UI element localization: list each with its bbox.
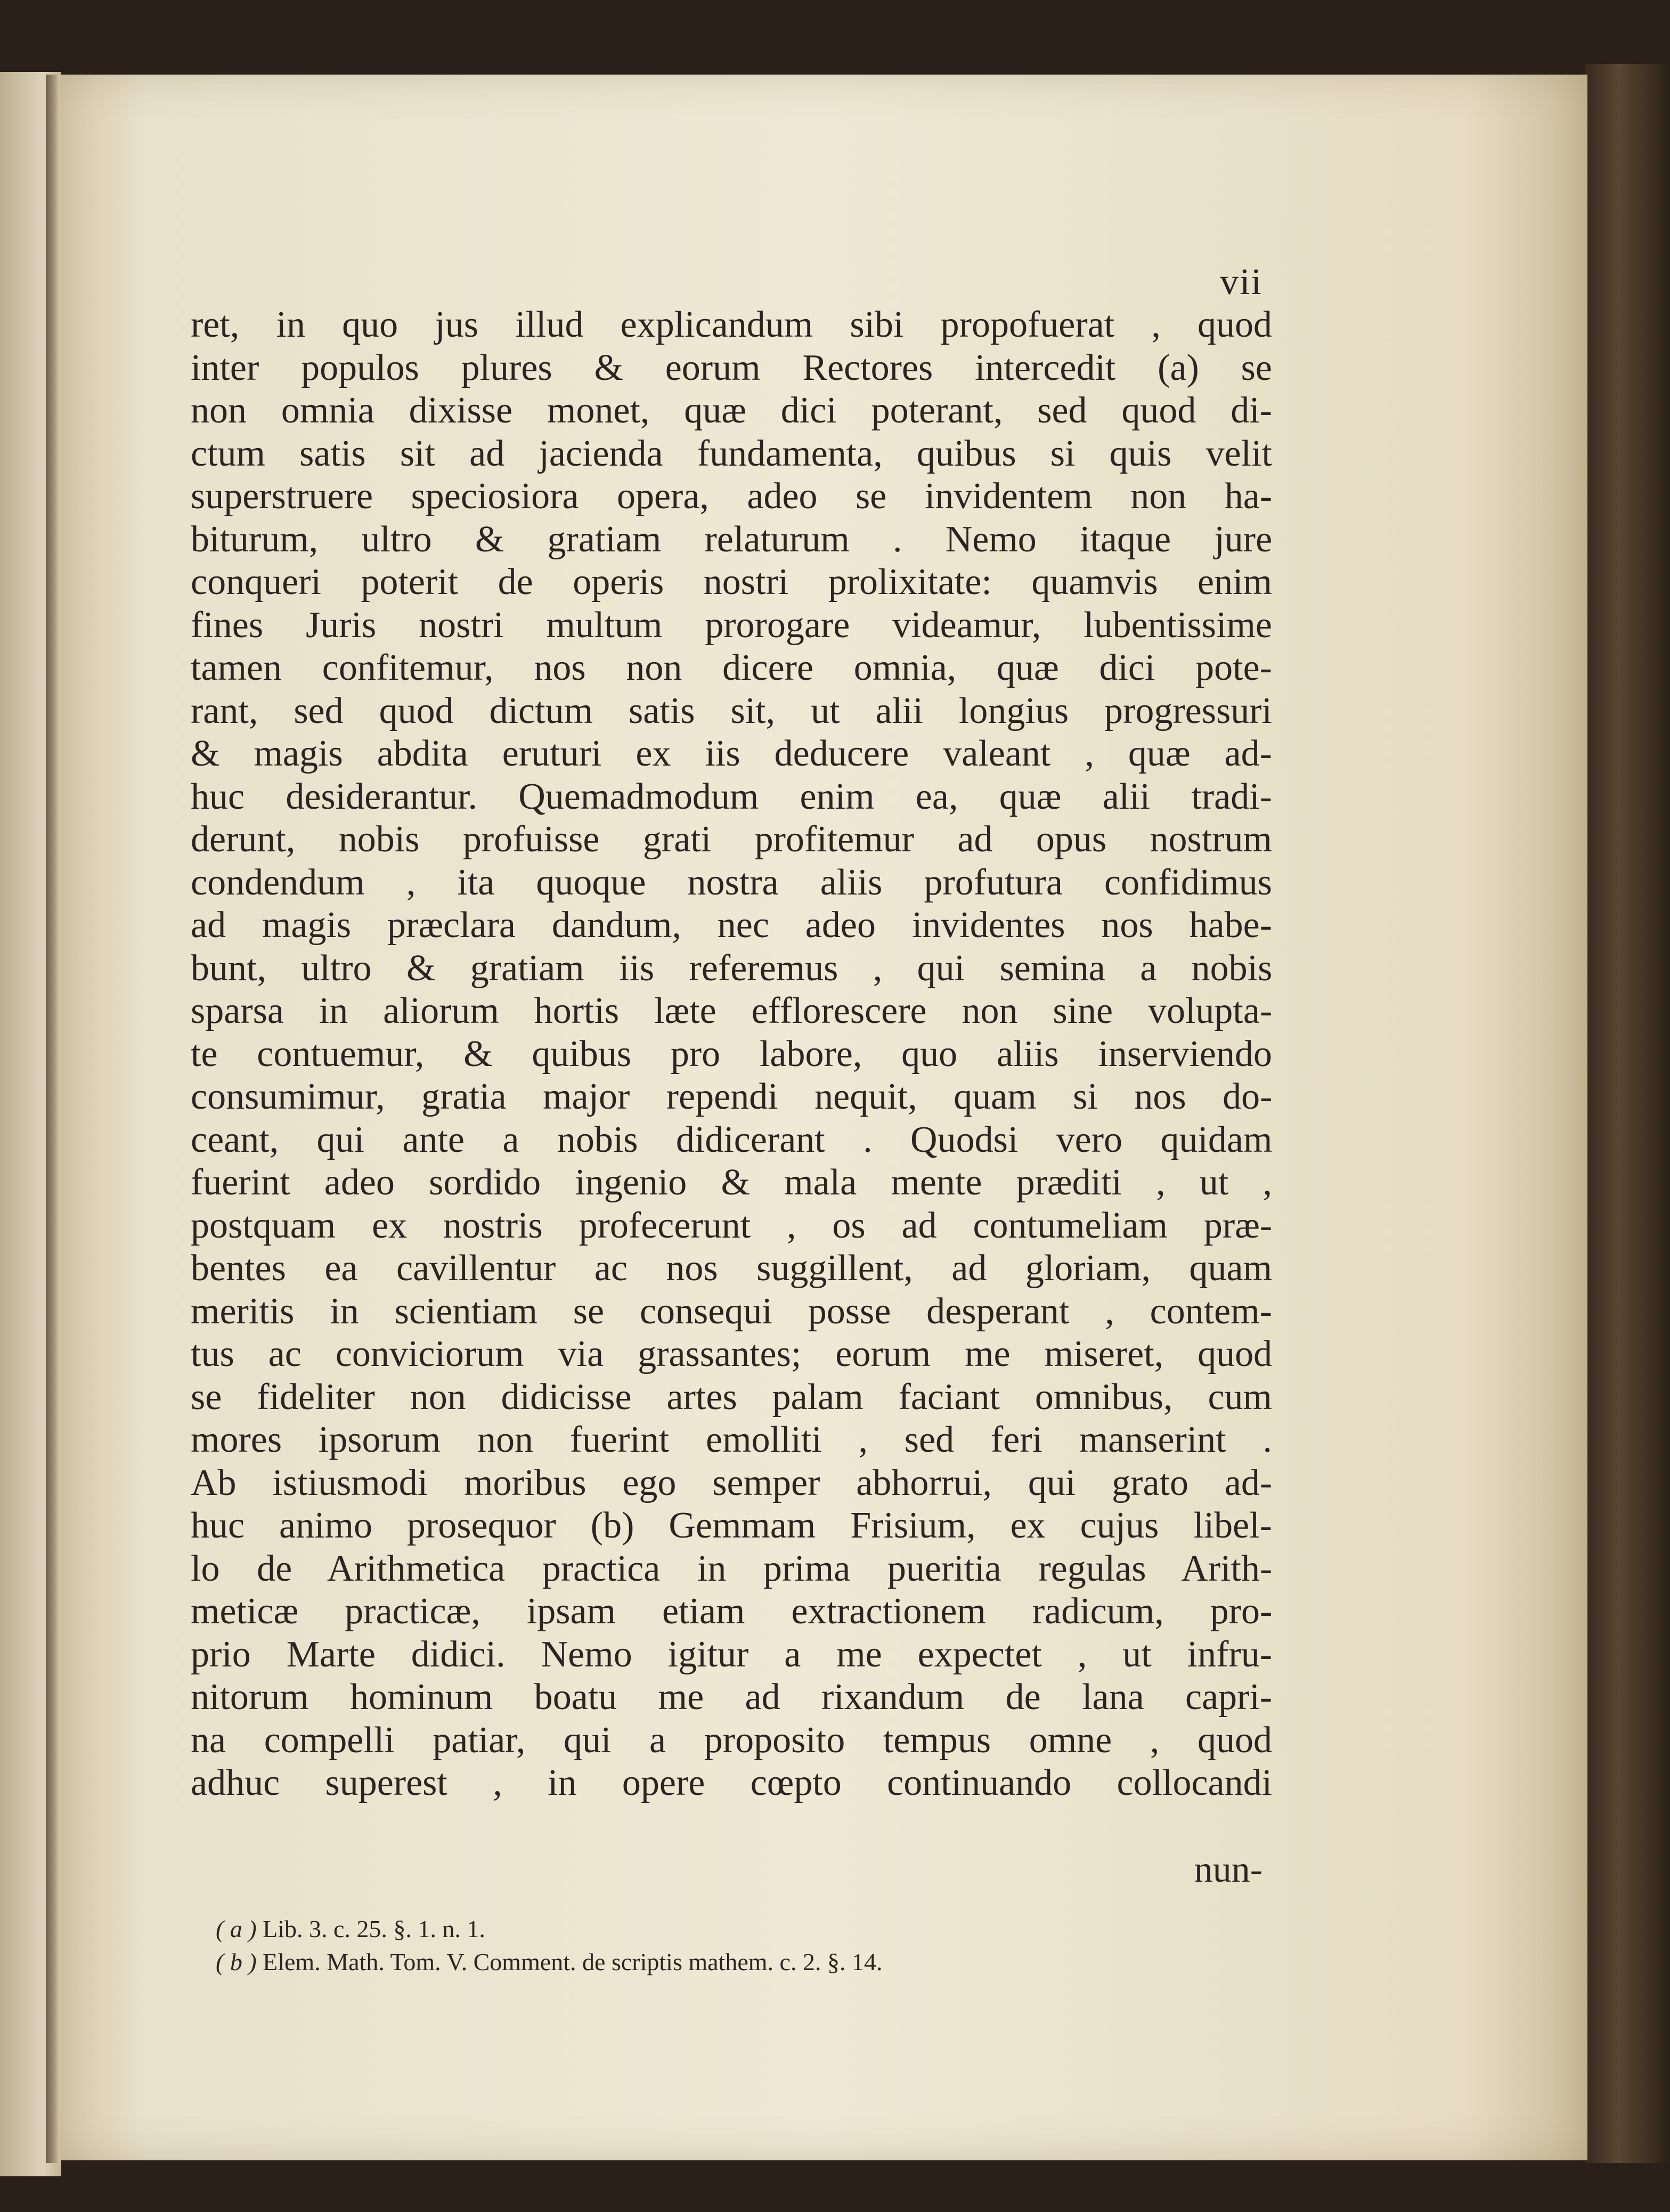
text-line: huc animo prosequor (b) Gemmam Frisium, ex cujus libel-	[191, 1505, 1272, 1546]
text-line: fuerint adeo sordido ingenio & mala mente præditi , ut ,	[191, 1162, 1273, 1203]
text-line: biturum, ultro & gratiam relaturum . Nemo itaque jure	[191, 518, 1273, 560]
text-line: superstruere speciosiora opera, adeo se invidentem non ha-	[191, 476, 1273, 517]
text-line: ctum satis sit ad jacienda fundamenta, quibus si quis velit	[191, 433, 1272, 474]
text-line: ret, in quo jus illud explicandum sibi propofuerat , quod	[191, 304, 1273, 345]
text-line: tamen confitemur, nos non dicere omnia, quæ dici pote-	[191, 647, 1272, 688]
text-line: te contuemur, & quibus pro labore, quo aliis inserviendo	[191, 1033, 1272, 1075]
catchword: nun-	[1194, 1849, 1262, 1890]
text-line: se fideliter non didicisse artes palam faciant omnibus, cum	[191, 1376, 1272, 1418]
footnote-mark: ( b )	[216, 1948, 257, 1975]
text-line: ceant, qui ante a nobis didicerant . Quodsi vero quidam	[191, 1119, 1273, 1160]
text-line: consumimur, gratia major rependi nequit, quam si nos do-	[191, 1076, 1273, 1117]
footnote-mark: ( a )	[216, 1915, 257, 1942]
book-page	[53, 75, 1587, 2160]
text-line: huc desiderantur. Quemadmodum enim ea, quæ alii tradi-	[191, 776, 1272, 817]
text-line: bunt, ultro & gratiam iis referemus , qui semina a nobis	[191, 947, 1273, 989]
text-line: bentes ea cavillentur ac nos suggillent, ad gloriam, quam	[191, 1248, 1273, 1289]
text-line: rant, sed quod dictum satis sit, ut alii longius progressuri	[191, 690, 1272, 731]
text-line: ad magis præclara dandum, nec adeo invidentes nos habe-	[191, 905, 1272, 946]
text-line: prio Marte didici. Nemo igitur a me expectet , ut infru-	[191, 1633, 1272, 1675]
text-line: non omnia dixisse monet, quæ dici poterant, sed quod di-	[191, 390, 1272, 431]
text-line: fines Juris nostri multum prorogare videamur, lubentissime	[191, 604, 1272, 646]
footnote-text: Elem. Math. Tom. V. Comment. de scriptis mathem. c. 2. §. 14.	[263, 1948, 883, 1975]
text-line: inter populos plures & eorum Rectores intercedit (a) se	[191, 347, 1272, 388]
text-line: & magis abdita eruturi ex iis deducere valeant , quæ ad-	[191, 733, 1272, 774]
footnote-text: Lib. 3. c. 25. §. 1. n. 1.	[263, 1915, 485, 1942]
text-line: sparsa in aliorum hortis læte efflorescere non sine volupta-	[191, 990, 1273, 1031]
text-line: postquam ex nostris profecerunt , os ad contumeliam præ-	[191, 1205, 1273, 1246]
text-line: Ab istiusmodi moribus ego semper abhorrui, qui grato ad-	[191, 1462, 1273, 1503]
footnotes	[216, 1913, 1228, 1979]
text-line: mores ipsorum non fuerint emolliti , sed feri manserint .	[191, 1419, 1272, 1460]
footnote	[216, 1946, 1228, 1979]
text-line: derunt, nobis profuisse grati profitemur ad opus nostrum	[191, 819, 1272, 860]
text-line: nitorum hominum boatu me ad rixandum de lana capri-	[191, 1677, 1273, 1718]
text-line: condendum , ita quoque nostra aliis profutura confidimus	[191, 861, 1272, 903]
text-line: lo de Arithmetica practica in prima pueritia regulas Arith-	[191, 1548, 1273, 1589]
page-number: vii	[1220, 262, 1262, 303]
text-line: na compelli patiar, qui a proposito tempus omne , quod	[191, 1719, 1272, 1761]
footnote	[216, 1913, 1228, 1946]
text-line: adhuc superest , in opere cœpto continuando collocandi	[191, 1762, 1273, 1803]
gutter-shadow	[46, 75, 60, 2163]
text-line: meritis in scientiam se consequi posse desperant , contem-	[191, 1290, 1272, 1332]
main-text	[191, 304, 1272, 1805]
text-line: conqueri poterit de operis nostri prolixitate: quamvis enim	[191, 562, 1273, 603]
text-line: meticæ practicæ, ipsam etiam extractionem radicum, pro-	[191, 1591, 1273, 1632]
text-line: tus ac conviciorum via grassantes; eorum me miseret, quod	[191, 1333, 1273, 1375]
book-cover-edge	[1585, 64, 1670, 2163]
